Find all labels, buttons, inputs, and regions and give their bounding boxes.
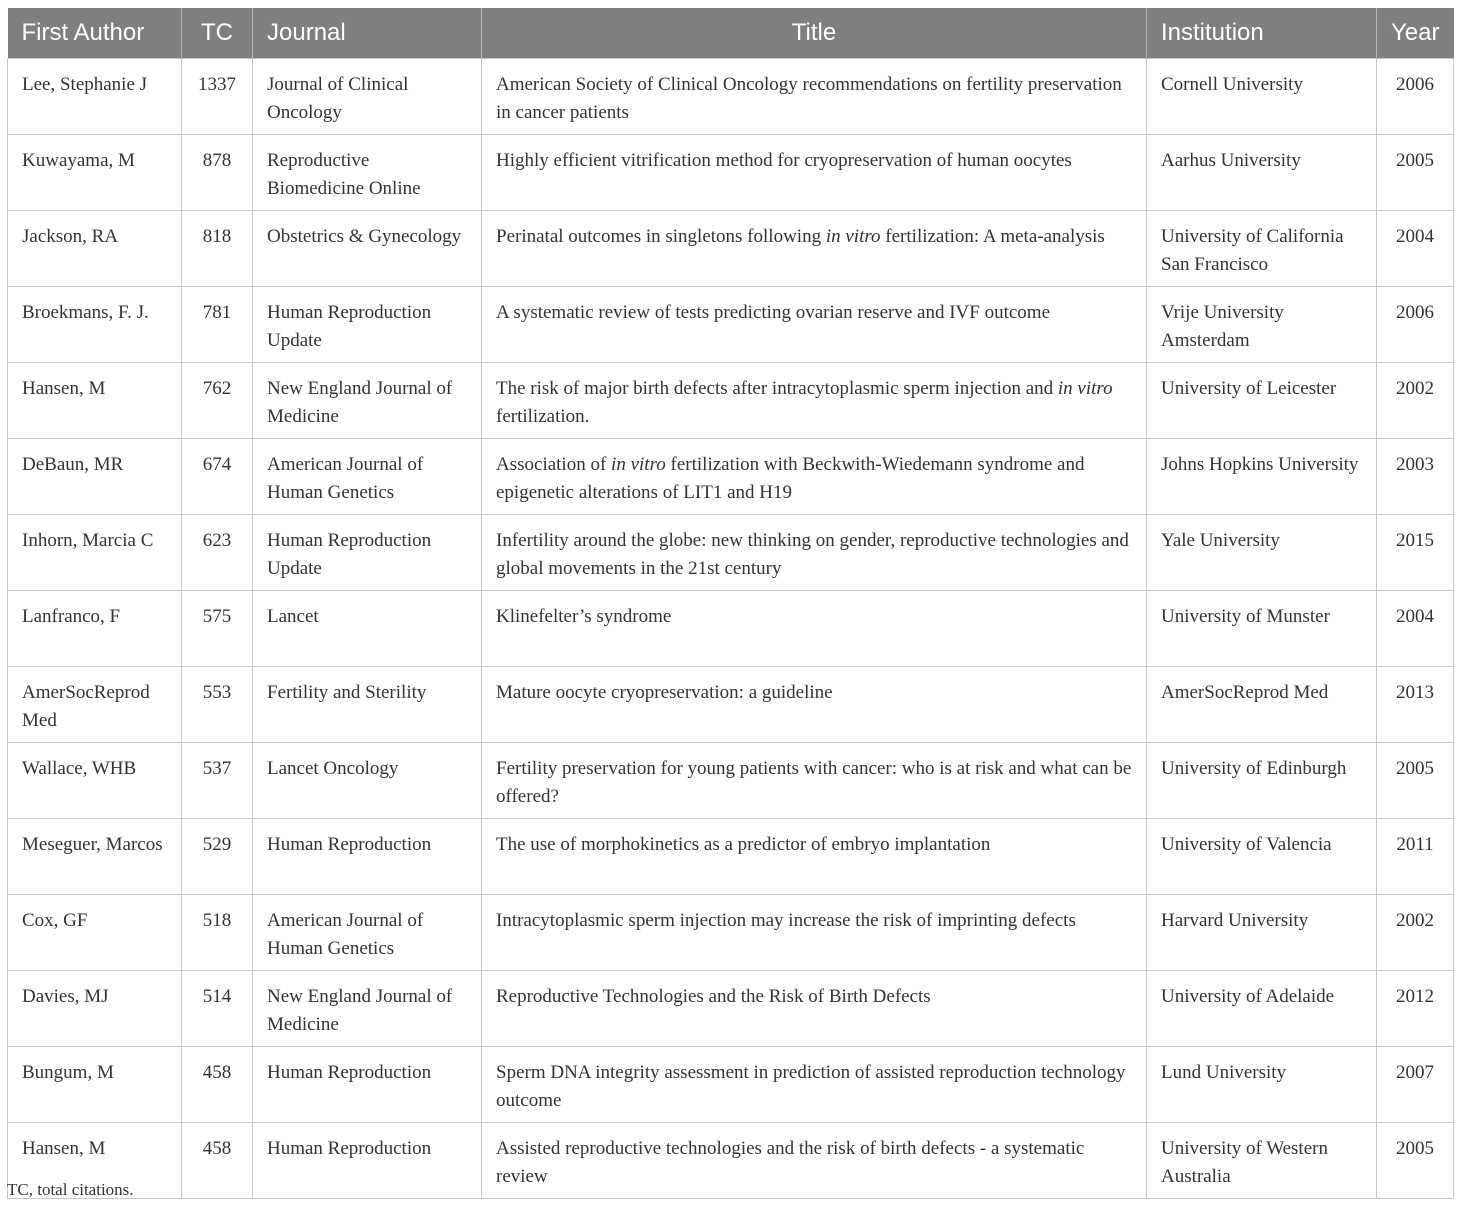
table-row [8,667,1454,743]
title-segment: Association of [496,454,612,475]
table-row [8,439,1454,515]
cell-tc: 458 [182,1123,253,1199]
cell-first-author: Hansen, M [8,363,182,439]
cell-institution: Johns Hopkins University [1147,439,1377,515]
cell-tc: 529 [182,819,253,895]
title-segment: fertilization. [496,406,590,427]
cell-institution: Cornell University [1147,59,1377,135]
cell-journal: Human Reproduction [253,819,482,895]
cell-journal: American Journal of Human Genetics [253,439,482,515]
cell-tc: 553 [182,667,253,743]
cell-first-author: Lanfranco, F [8,591,182,667]
title-segment: The risk of major birth defects after intracytoplasmic sperm injection and [496,378,1058,399]
cell-year: 2002 [1377,363,1454,439]
cell-institution: University of Munster [1147,591,1377,667]
cell-institution: University of Western Australia [1147,1123,1377,1199]
cell-institution: University of California San Francisco [1147,211,1377,287]
table-row [8,1047,1454,1123]
cell-first-author: Hansen, M [8,1123,182,1199]
cell-title [482,211,1147,287]
cell-journal: Fertility and Sterility [253,667,482,743]
cell-year: 2004 [1377,591,1454,667]
title-italic-segment: in vitro [825,226,881,247]
header-row [8,8,1454,59]
cell-journal: New England Journal of Medicine [253,971,482,1047]
cell-first-author: Broekmans, F. J. [8,287,182,363]
cell-journal: Lancet [253,591,482,667]
title-segment: fertilization: A meta-analysis [880,226,1105,247]
cell-first-author: Lee, Stephanie J [8,59,182,135]
cell-first-author: Inhorn, Marcia C [8,515,182,591]
cell-tc: 674 [182,439,253,515]
title-segment: Reproductive Technologies and the Risk of Birth Defects [496,986,931,1007]
cell-tc: 458 [182,1047,253,1123]
cell-institution: Yale University [1147,515,1377,591]
cell-institution: AmerSocReprod Med [1147,667,1377,743]
cell-institution: University of Valencia [1147,819,1377,895]
cell-year: 2007 [1377,1047,1454,1123]
title-segment: fertilization with Beckwith-Wiedemann syndrome and epigenetic alterations of LIT1 and H19 [496,454,1085,503]
cell-year: 2005 [1377,743,1454,819]
cell-institution: University of Adelaide [1147,971,1377,1047]
cell-journal: Human Reproduction [253,1047,482,1123]
cell-year: 2013 [1377,667,1454,743]
cell-year: 2012 [1377,971,1454,1047]
cell-tc: 623 [182,515,253,591]
cell-title [482,135,1147,211]
cell-year: 2002 [1377,895,1454,971]
cell-title [482,1047,1147,1123]
header-title: Title [482,8,1147,59]
cell-institution: Harvard University [1147,895,1377,971]
cell-title [482,819,1147,895]
table-row [8,363,1454,439]
cell-year: 2011 [1377,819,1454,895]
cell-journal: Human Reproduction Update [253,287,482,363]
table-footnote: TC, total citations. [7,1180,134,1199]
cell-first-author: Wallace, WHB [8,743,182,819]
cell-tc: 1337 [182,59,253,135]
title-italic-segment: in vitro [1057,378,1113,399]
table-row [8,971,1454,1047]
cell-institution: Aarhus University [1147,135,1377,211]
cell-journal: New England Journal of Medicine [253,363,482,439]
cell-tc: 762 [182,363,253,439]
cell-journal: Lancet Oncology [253,743,482,819]
citations-table [7,8,1454,1199]
cell-tc: 514 [182,971,253,1047]
cell-year: 2006 [1377,59,1454,135]
header-first-author: First Author [8,8,182,59]
cell-year: 2003 [1377,439,1454,515]
header-journal: Journal [253,8,482,59]
cell-first-author: Cox, GF [8,895,182,971]
title-segment: The use of morphokinetics as a predictor of embryo implantation [496,834,991,855]
header-tc: TC [182,8,253,59]
title-segment: Infertility around the globe: new thinking on gender, reproductive technologies and global movements in the 21st century [496,530,1129,579]
title-segment: Klinefelter’s syndrome [496,606,672,627]
table-row [8,59,1454,135]
title-segment: A systematic review of tests predicting ovarian reserve and IVF outcome [496,302,1050,323]
header-institution: Institution [1147,8,1377,59]
cell-tc: 537 [182,743,253,819]
cell-first-author: Davies, MJ [8,971,182,1047]
cell-tc: 518 [182,895,253,971]
cell-title [482,287,1147,363]
table-row [8,1123,1454,1199]
table-row [8,135,1454,211]
cell-first-author: AmerSocReprod Med [8,667,182,743]
cell-institution: University of Edinburgh [1147,743,1377,819]
cell-tc: 781 [182,287,253,363]
cell-year: 2015 [1377,515,1454,591]
cell-journal: Human Reproduction [253,1123,482,1199]
cell-title [482,971,1147,1047]
title-segment: American Society of Clinical Oncology recommendations on fertility preservation in cancer patients [496,74,1122,123]
cell-title [482,363,1147,439]
table-row [8,211,1454,287]
cell-year: 2004 [1377,211,1454,287]
title-segment: Assisted reproductive technologies and the risk of birth defects - a systematic review [496,1138,1085,1187]
cell-tc: 818 [182,211,253,287]
cell-first-author: Jackson, RA [8,211,182,287]
cell-institution: University of Leicester [1147,363,1377,439]
cell-journal: Human Reproduction Update [253,515,482,591]
cell-institution: Vrije University Amsterdam [1147,287,1377,363]
title-segment: Perinatal outcomes in singletons following [496,226,826,247]
table-row [8,743,1454,819]
title-segment: Mature oocyte cryopreservation: a guideline [496,682,833,703]
table-row [8,515,1454,591]
title-segment: Sperm DNA integrity assessment in prediction of assisted reproduction technology outcome [496,1062,1126,1111]
cell-year: 2005 [1377,135,1454,211]
cell-title [482,515,1147,591]
title-italic-segment: in vitro [611,454,666,475]
cell-journal: Journal of Clinical Oncology [253,59,482,135]
cell-title [482,439,1147,515]
cell-year: 2005 [1377,1123,1454,1199]
cell-tc: 878 [182,135,253,211]
cell-title [482,59,1147,135]
cell-title [482,743,1147,819]
cell-first-author: Kuwayama, M [8,135,182,211]
title-segment: Highly efficient vitrification method for cryopreservation of human oocytes [496,150,1072,171]
title-segment: Intracytoplasmic sperm injection may increase the risk of imprinting defects [496,910,1076,931]
cell-title [482,667,1147,743]
cell-title [482,895,1147,971]
cell-institution: Lund University [1147,1047,1377,1123]
cell-journal: Obstetrics & Gynecology [253,211,482,287]
cell-title [482,1123,1147,1199]
table-row [8,819,1454,895]
table-row [8,895,1454,971]
table-row [8,287,1454,363]
table-row [8,591,1454,667]
table-container [7,8,1453,1199]
table-body [8,59,1454,1199]
cell-title [482,591,1147,667]
cell-first-author: Bungum, M [8,1047,182,1123]
cell-journal: American Journal of Human Genetics [253,895,482,971]
cell-first-author: DeBaun, MR [8,439,182,515]
cell-year: 2006 [1377,287,1454,363]
header-year: Year [1377,8,1454,59]
cell-first-author: Meseguer, Marcos [8,819,182,895]
cell-tc: 575 [182,591,253,667]
cell-journal: Reproductive Biomedicine Online [253,135,482,211]
title-segment: Fertility preservation for young patients with cancer: who is at risk and what can be offered? [496,758,1132,807]
